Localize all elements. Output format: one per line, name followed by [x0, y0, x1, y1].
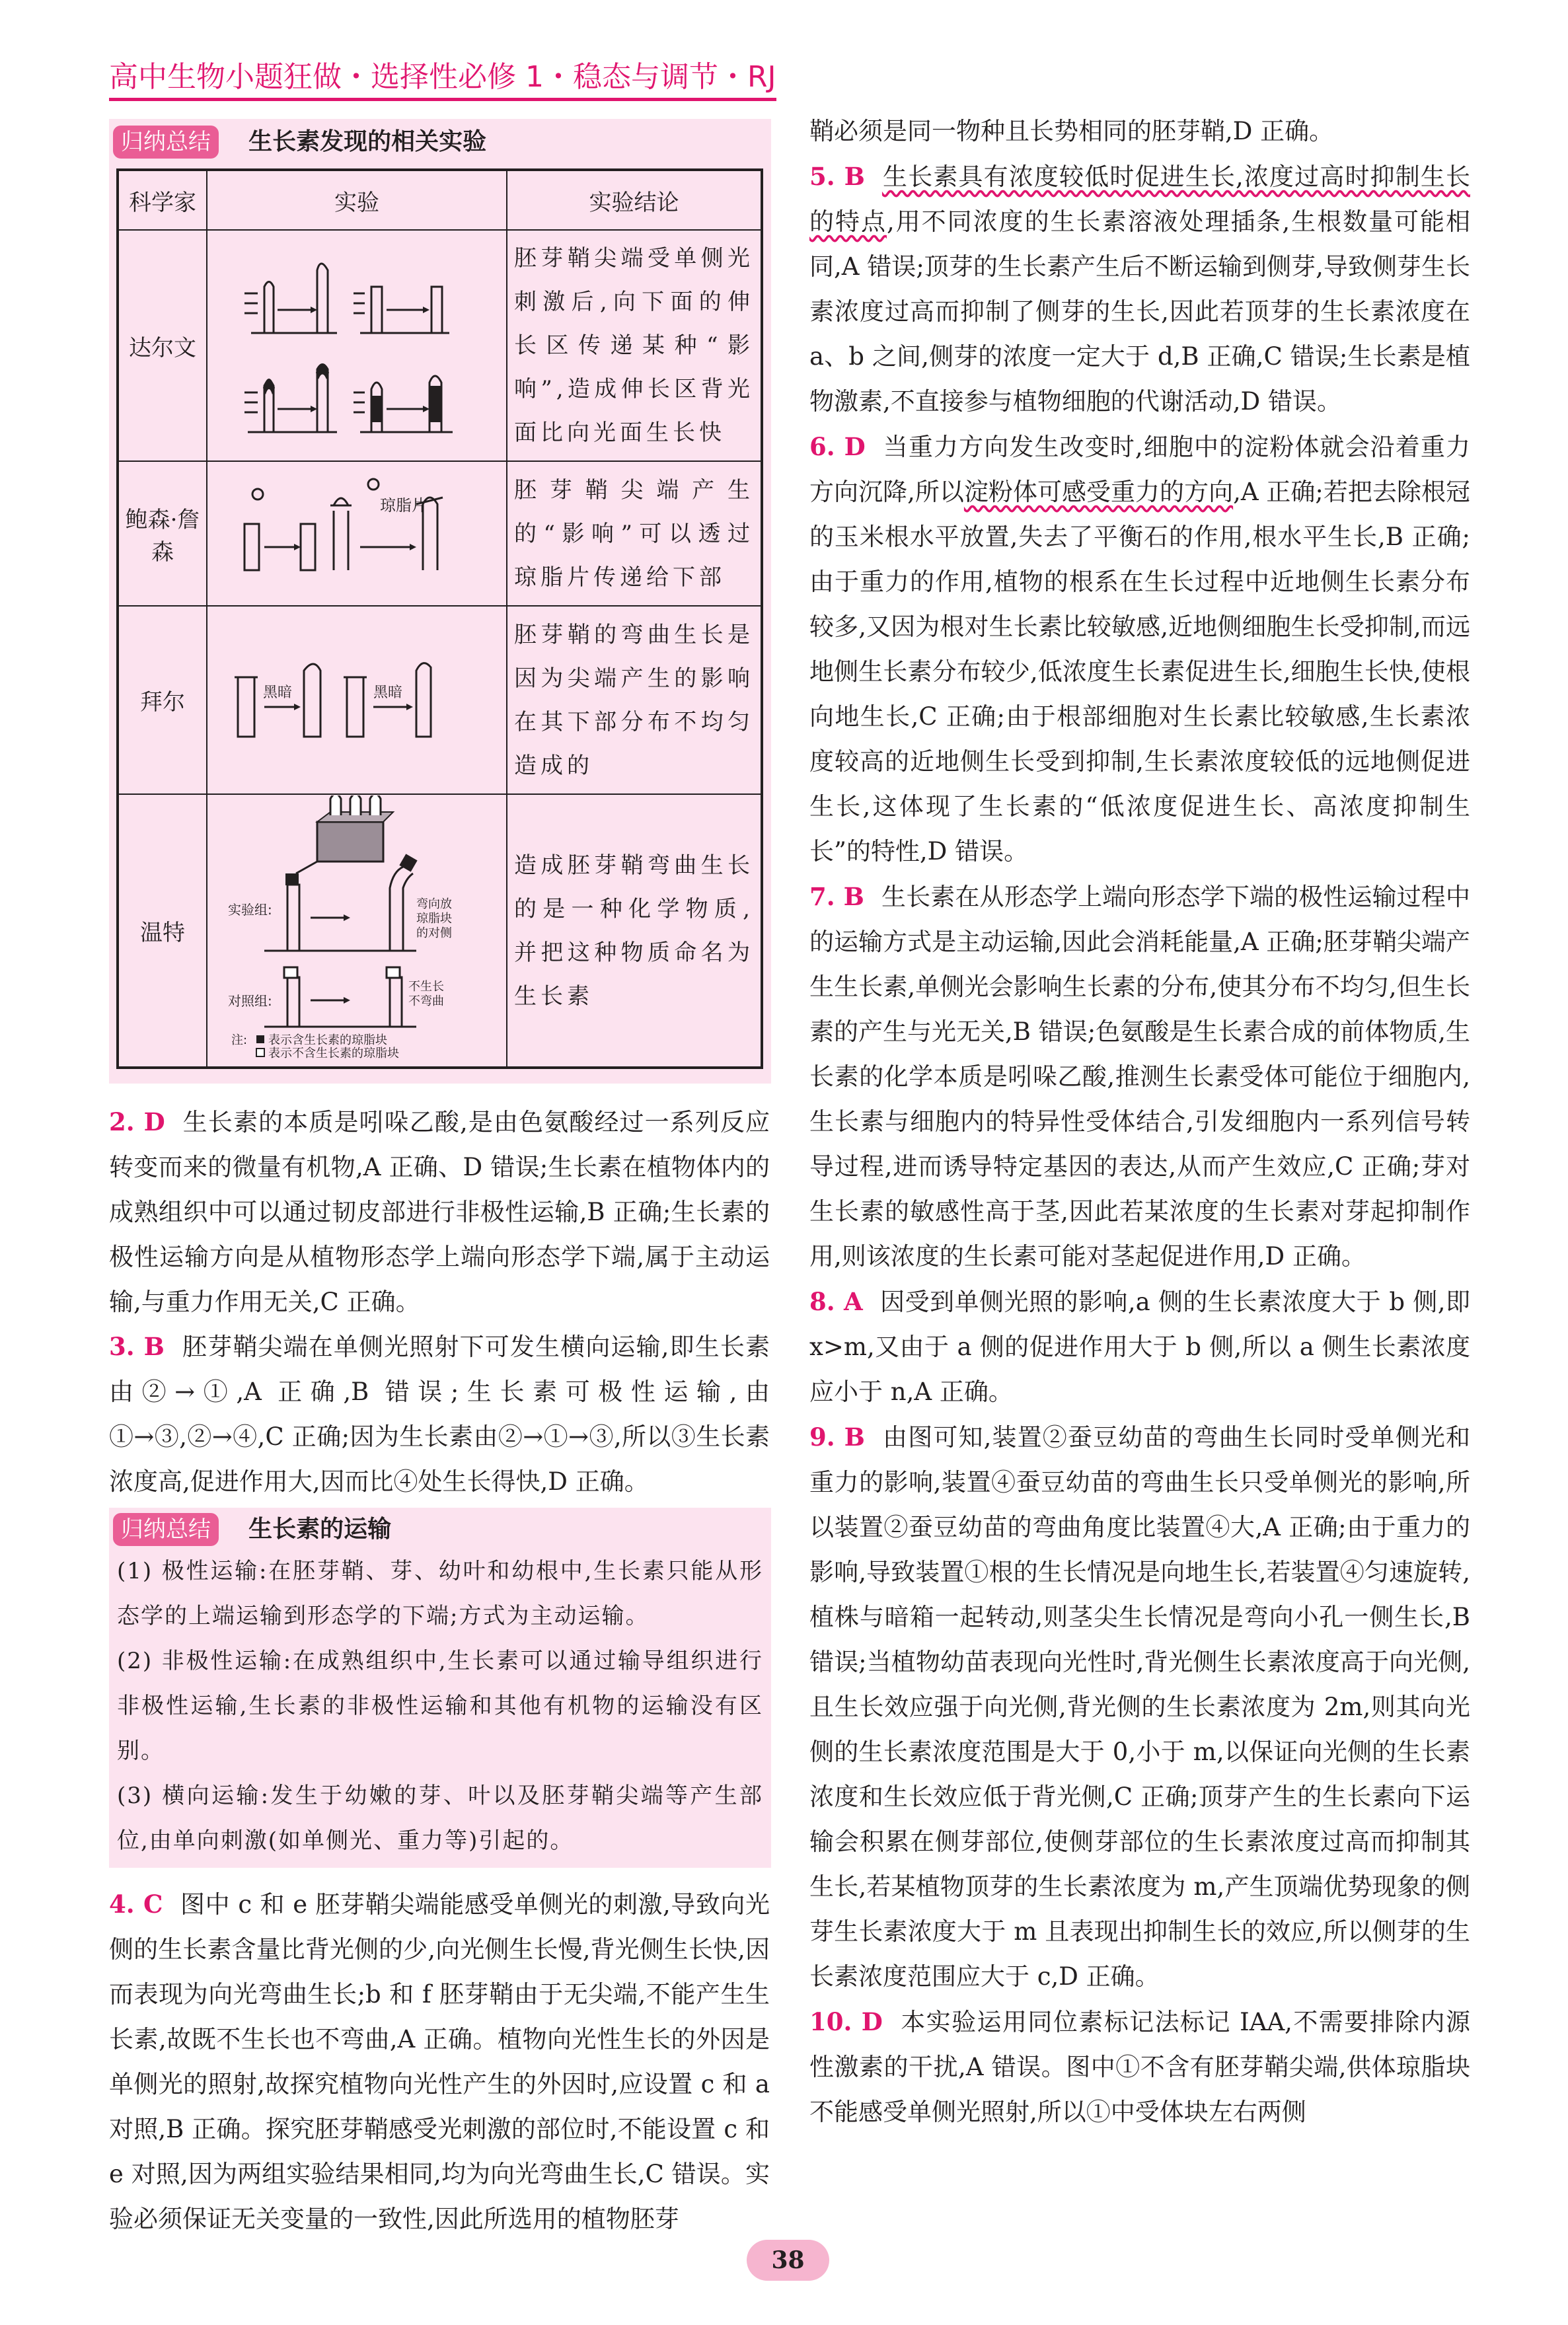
diagram-label: 弯向放: [416, 897, 452, 911]
darkness-label: 黑暗: [373, 684, 403, 701]
diagram-label: 不弯曲: [408, 994, 444, 1008]
answer-4-continued: 鞘必须是同一物种且长势相同的胚芽鞘,D 正确。: [809, 117, 1334, 145]
legend-filled-block: 表示含生长素的琼脂块: [268, 1033, 387, 1047]
summary-point: (2) 非极性运输:在成熟组织中,生长素可以通过输导组织进行非极性运输,生长素的非极性运输和其他有机物的运输没有区别。: [117, 1648, 763, 1764]
darwin-experiment-diagram: [207, 230, 507, 461]
scientist-name: 达尔文: [118, 230, 207, 461]
boysen-jensen-experiment-diagram: [207, 461, 507, 606]
control-group-label: 对照组:: [228, 993, 272, 1009]
summary-tag: 归纳总结: [113, 1513, 219, 1546]
summary-title: 生长素的运输: [248, 1516, 392, 1543]
scientist-name: 拜尔: [118, 606, 207, 794]
conclusion-text: 胚芽鞘尖端受单侧光刺激后,向下面的伸长区传递某种“影响”,造成伸长区背光面比向光面生长快: [507, 230, 762, 461]
conclusion-text: 胚芽鞘尖端产生的“影响”可以透过琼脂片传递给下部: [507, 461, 762, 606]
table-row: [118, 230, 762, 461]
page-number: 38: [747, 2240, 829, 2281]
summary-tag: 归纳总结: [113, 126, 219, 159]
answer-number: 3. B: [109, 1332, 165, 1361]
column-header: 实验结论: [507, 170, 762, 230]
diagram-label: 琼脂块: [416, 912, 452, 926]
scientist-name: 温特: [118, 794, 207, 1068]
agar-sheet-label: 琼脂片: [380, 496, 428, 515]
answer-5: [809, 154, 1470, 424]
scientist-name: 鲍森·詹森: [118, 461, 207, 606]
answer-text: 生长素的本质是吲哚乙酸,是由色氨酸经过一系列反应转变而来的微量有机物,A 正确、D 错误;生长素在植物体内的成熟组织中可以通过韧皮部进行非极性运输,B 正确;生长素的极性运输方向是从植物形态学上端向形态学下端,属于主动运输,与重力作用无关,C 正确。: [109, 1108, 770, 1316]
answer-text: 由图可知,装置②蚕豆幼苗的弯曲生长同时受单侧光和重力的影响,装置④蚕豆幼苗的弯曲生长只受单侧光的影响,所以装置②蚕豆幼苗的弯曲角度比装置④大,A 正确;由于重力的影响,导致装置①根的生长情况是向地生长,若装置④匀速旋转,植株与暗箱一起转动,则茎尖生长情况是弯向小孔一侧生长,B 错误;当植物幼苗表现向光性时,背光侧生长素浓度高于向光侧,且生长效应强于向光侧,背光侧的生长素浓度为 2m,则其向光侧的生长素浓度范围是大于 0,小于 m,以保证向光侧的生长素浓度和生长效应低于背光侧,C 正确;顶芽产生的生长素向下运输会积累在侧芽部位,使侧芽部位的生长素浓度过高而抑制其生长,若某植物顶芽的生长素浓度为 m,产生顶端优势现象的侧芽生长素浓度大于 m 且表现出抑制生长的效应,所以侧芽的生长素浓度范围应大于 c,D 正确。: [809, 1423, 1470, 1991]
key-point-underline: 生长素具有浓度较低时促进生长,浓度过高时抑制生长的特点: [809, 163, 1470, 236]
answer-number: 9. B: [809, 1422, 865, 1452]
experiment-group-label: 实验组:: [228, 902, 272, 918]
went-experiment-diagram: [207, 794, 507, 1068]
table-header-row: [118, 170, 762, 230]
answer-6: [809, 424, 1470, 874]
answer-text: 因受到单侧光照的影响,a 侧的生长素浓度大于 b 侧,即 x>m,又由于 a 侧的促进作用大于 b 侧,所以 a 侧生长素浓度应小于 n,A 正确。: [809, 1288, 1470, 1406]
table-row: [118, 606, 762, 794]
answer-text: 胚芽鞘尖端在单侧光照射下可发生横向运输,即生长素由②→①,A 正确,B 错误;生长素可极性运输,由①→③,②→④,C 正确;因为生长素由②→①→③,所以③生长素浓度高,促进作用大,因而比④处生长得快,D 正确。: [109, 1333, 770, 1496]
answer-number: 10. D: [809, 2007, 883, 2036]
answer-number: 8. A: [809, 1287, 863, 1316]
right-column: [809, 109, 1470, 2135]
table-row: [118, 461, 762, 606]
answer-10: [809, 1999, 1470, 2135]
answer-text: 本实验运用同位素标记法标记 IAA,不需要排除内源性激素的干扰,A 错误。图中①不含有胚芽鞘尖端,供体琼脂块不能感受单侧光照射,所以①中受体块左右两侧: [809, 2008, 1470, 2126]
answer-number: 4. C: [109, 1890, 163, 1919]
diagram-label: 不生长: [408, 980, 444, 994]
answer-text: ,用不同浓度的生长素溶液处理插条,生根数量可能相同,A 错误;顶芽的生长素产生后不断运输到侧芽,导致侧芽生长素浓度过高而抑制了侧芽的生长,因此若顶芽的生长素浓度在 a、b 之间,侧芽的浓度一定大于 d,B 正确,C 错误;生长素是植物激素,不直接参与植物细胞的代谢活动,D 错误。: [809, 207, 1471, 416]
conclusion-text: 胚芽鞘的弯曲生长是因为尖端产生的影响在其下部分布不均匀造成的: [507, 606, 762, 794]
answer-text: 图中 c 和 e 胚芽鞘尖端能感受单侧光的刺激,导致向光侧的生长素含量比背光侧的少,向光侧生长慢,背光侧生长快,因而表现为向光弯曲生长;b 和 f 胚芽鞘由于无尖端,不能产生生长素,故既不生长也不弯曲,A 正确。植物向光性生长的外因是单侧光的照射,故探究植物向光性产生的外因时,应设置 c 和 a 对照,B 正确。探究胚芽鞘感受光刺激的部位时,不能设置 c 和 e 对照,因为两组实验结果相同,均为向光弯曲生长,C 错误。实验必须保证无关变量的一致性,因此所选用的植物胚芽: [109, 1890, 770, 2233]
answer-number: 7. B: [809, 882, 864, 911]
answer-9: [809, 1415, 1470, 1999]
answer-number: 5. B: [809, 162, 865, 191]
table-row: [118, 794, 762, 1068]
went-diagram: [225, 795, 489, 1060]
key-point-underline: 淀粉体可感受重力的方向: [963, 478, 1234, 506]
answer-text: 当重力方向发生改变时,细胞中的淀粉体就会沿着重力方向沉降,所以: [809, 433, 1470, 506]
answer-number: 2. D: [109, 1107, 165, 1136]
summary-box-auxin-experiments: [109, 119, 771, 1084]
conclusion-text: 造成胚芽鞘弯曲生长的是一种化学物质,并把这种物质命名为生长素: [507, 794, 762, 1068]
paal-diagram: [218, 631, 496, 763]
answer-4: [109, 1882, 770, 2242]
running-header: 高中生物小题狂做・选择性必修 1・稳态与调节・RJ: [109, 58, 776, 101]
legend-empty-block: 表示不含生长素的琼脂块: [268, 1047, 399, 1060]
answer-3: [109, 1324, 770, 1504]
boysen-jensen-diagram: [218, 464, 496, 597]
answer-7: [809, 874, 1470, 1279]
summary-title: 生长素发现的相关实验: [248, 128, 487, 155]
note-label: 注:: [231, 1033, 248, 1047]
answer-text: ,A 正确;若把去除根冠的玉米根水平放置,失去了平衡石的作用,根水平生长,B 正确;由于重力的作用,植物的根系在生长过程中近地侧生长素分布较多,又因为根对生长素比较敏感,近地侧细胞生长受抑制,而远地侧生长素分布较少,低浓度生长素促进生长,细胞生长快,使根向地生长,C 正确;由于根部细胞对生长素比较敏感,生长素浓度较高的近地侧生长受到抑制,生长素浓度较低的远地侧促进生长,这体现了生长素的“低浓度促进生长、高浓度抑制生长”的特性,D 错误。: [809, 478, 1471, 866]
darkness-label: 黑暗: [263, 684, 293, 701]
summary-box-auxin-transport: [109, 1508, 771, 1868]
answer-8: [809, 1279, 1470, 1415]
answer-number: 6. D: [809, 432, 866, 461]
darwin-diagram: [225, 244, 489, 442]
answer-text: 生长素在从形态学上端向形态学下端的极性运输过程中的运输方式是主动运输,因此会消耗能量,A 正确;胚芽鞘尖端产生生长素,单侧光会影响生长素的分布,使其分布不均匀,但生长素的产生与光无关,B 错误;色氨酸是生长素合成的前体物质,生长素的化学本质是吲哚乙酸,推测生长素受体可能位于细胞内,生长素与细胞内的特异性受体结合,引发细胞内一系列信号转导过程,进而诱导特定基因的表达,从而产生效应,C 正确;芽对生长素的敏感性高于茎,因此若某浓度的生长素对芽起抑制作用,则该浓度的生长素可能对茎起促进作用,D 正确。: [809, 883, 1471, 1271]
paal-experiment-diagram: [207, 606, 507, 794]
answer-2: [109, 1099, 770, 1325]
summary-point: (1) 极性运输:在胚芽鞘、芽、幼叶和幼根中,生长素只能从形态学的上端运输到形态学的下端;方式为主动运输。: [117, 1558, 763, 1629]
diagram-label: 的对侧: [416, 926, 452, 940]
column-header: 实验: [207, 170, 507, 230]
summary-point: (3) 横向运输:发生于幼嫩的芽、叶以及胚芽鞘尖端等产生部位,由单向刺激(如单侧光、重力等)引起的。: [117, 1783, 763, 1854]
column-header: 科学家: [118, 170, 207, 230]
experiments-table: [116, 168, 763, 1069]
